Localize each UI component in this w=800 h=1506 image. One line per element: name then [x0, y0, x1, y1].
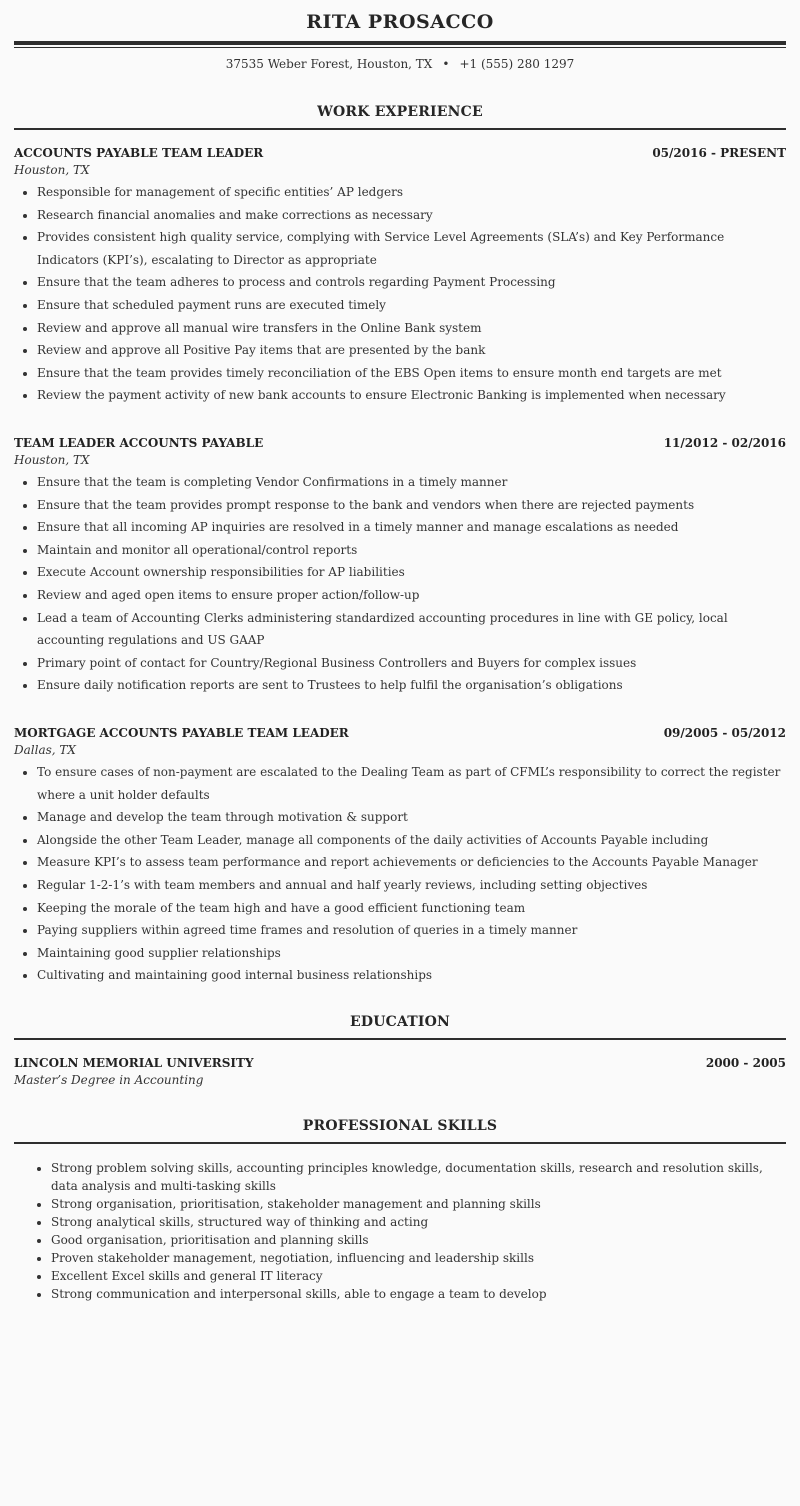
list-item: • Primary point of contact for Country/Regional Business Controllers and Buyers for complex issues [37, 652, 786, 675]
list-item: • Research financial anomalies and make corrections as necessary [37, 204, 786, 227]
list-item: • Ensure that the team adheres to process and controls regarding Payment Processing [37, 271, 786, 294]
professional-skills-rule [14, 1142, 786, 1144]
job-title: TEAM LEADER ACCOUNTS PAYABLE [14, 436, 264, 450]
education-entry [14, 1056, 786, 1091]
list-item: • Good organisation, prioritisation and planning skills [51, 1231, 786, 1249]
phone: +1 (555) 280 1297 [459, 57, 575, 71]
list-item: • Strong communication and interpersonal skills, able to engage a team to develop [51, 1285, 786, 1303]
list-item: • Review the payment activity of new bank accounts to ensure Electronic Banking is implemented when necessary [37, 384, 786, 407]
list-item: • Proven stakeholder management, negotiation, influencing and leadership skills [51, 1249, 786, 1267]
job-location: Houston, TX [14, 453, 90, 467]
list-item: • Strong analytical skills, structured way of thinking and acting [51, 1213, 786, 1231]
list-item: • Ensure that all incoming AP inquiries are resolved in a timely manner and manage escalations as needed [37, 516, 786, 539]
list-item: • To ensure cases of non-payment are escalated to the Dealing Team as part of CFML’s responsibility to correct the register where a unit holder defaults [37, 761, 786, 806]
job-dates: 11/2012 - 02/2016 [663, 436, 786, 450]
job-header [14, 146, 786, 163]
skills-list [14, 1159, 786, 1303]
list-item: • Ensure that the team is completing Vendor Confirmations in a timely manner [37, 471, 786, 494]
job-location: Houston, TX [14, 163, 90, 177]
professional-skills-heading: PROFESSIONAL SKILLS [302, 1118, 498, 1134]
list-item: • Alongside the other Team Leader, manage all components of the daily activities of Accounts Payable including [37, 829, 786, 852]
list-item: • Review and approve all Positive Pay items that are presented by the bank [37, 339, 786, 362]
education-heading: EDUCATION [349, 1014, 451, 1030]
list-item: • Ensure that the team provides timely reconciliation of the EBS Open items to ensure month end targets are met [37, 362, 786, 385]
list-item: • Ensure that the team provides prompt response to the bank and vendors when there are rejected payments [37, 494, 786, 517]
list-item: • Ensure that scheduled payment runs are executed timely [37, 294, 786, 317]
list-item: • Regular 1-2-1’s with team members and annual and half yearly reviews, including setting objectives [37, 874, 786, 897]
job-entry [14, 436, 786, 697]
list-item: • Provides consistent high quality service, complying with Service Level Agreements (SLA’s) and Key Performance Indicators (KPI’s), escalating to Director as appropriate [37, 226, 786, 271]
job-entry [14, 146, 786, 407]
degree: Master’s Degree in Accounting [14, 1073, 204, 1087]
header-rule-thin [14, 47, 786, 48]
job-header [14, 436, 786, 453]
list-item: • Responsible for management of specific entities’ AP ledgers [37, 181, 786, 204]
list-item: • Strong organisation, prioritisation, stakeholder management and planning skills [51, 1195, 786, 1213]
work-experience-heading: WORK EXPERIENCE [317, 104, 483, 120]
job-header [14, 726, 786, 743]
list-item: • Ensure daily notification reports are sent to Trustees to help fulfil the organisation’s obligations [37, 674, 786, 697]
job-location: Dallas, TX [14, 743, 76, 757]
contact-line [0, 57, 800, 71]
education-rule [14, 1038, 786, 1040]
job-entry [14, 726, 786, 987]
job-title: ACCOUNTS PAYABLE TEAM LEADER [14, 146, 264, 160]
contact-separator: • [442, 57, 450, 71]
header-rule-thick [14, 41, 786, 45]
job-title: MORTGAGE ACCOUNTS PAYABLE TEAM LEADER [14, 726, 349, 740]
job-dates: 09/2005 - 05/2012 [663, 726, 786, 740]
education-dates: 2000 - 2005 [705, 1056, 786, 1070]
list-item: • Excellent Excel skills and general IT literacy [51, 1267, 786, 1285]
job-bullets [14, 761, 786, 987]
list-item: • Paying suppliers within agreed time frames and resolution of queries in a timely manner [37, 919, 786, 942]
list-item: • Keeping the morale of the team high and have a good efficient functioning team [37, 897, 786, 920]
list-item: • Lead a team of Accounting Clerks administering standardized accounting procedures in line with GE policy, local accounting regulations and US GAAP [37, 607, 786, 652]
job-dates: 05/2016 - PRESENT [652, 146, 786, 160]
address: 37535 Weber Forest, Houston, TX [225, 57, 433, 71]
education-header [14, 1056, 786, 1073]
list-item: • Maintaining good supplier relationships [37, 942, 786, 965]
list-item: • Maintain and monitor all operational/control reports [37, 539, 786, 562]
work-experience-rule [14, 128, 786, 130]
job-bullets [14, 471, 786, 697]
candidate-name: RITA PROSACCO [306, 11, 494, 33]
school-name: LINCOLN MEMORIAL UNIVERSITY [14, 1056, 254, 1070]
list-item: • Manage and develop the team through motivation & support [37, 806, 786, 829]
list-item: • Execute Account ownership responsibilities for AP liabilities [37, 561, 786, 584]
job-bullets [14, 181, 786, 407]
list-item: • Review and approve all manual wire transfers in the Online Bank system [37, 317, 786, 340]
list-item: • Strong problem solving skills, accounting principles knowledge, documentation skills, research and resolution skills, data analysis and multi-tasking skills [51, 1159, 786, 1195]
skills-block [14, 1159, 786, 1303]
list-item: • Review and aged open items to ensure proper action/follow-up [37, 584, 786, 607]
list-item: • Measure KPI’s to assess team performance and report achievements or deficiencies to the Accounts Payable Manager [37, 851, 786, 874]
list-item: • Cultivating and maintaining good internal business relationships [37, 964, 786, 987]
